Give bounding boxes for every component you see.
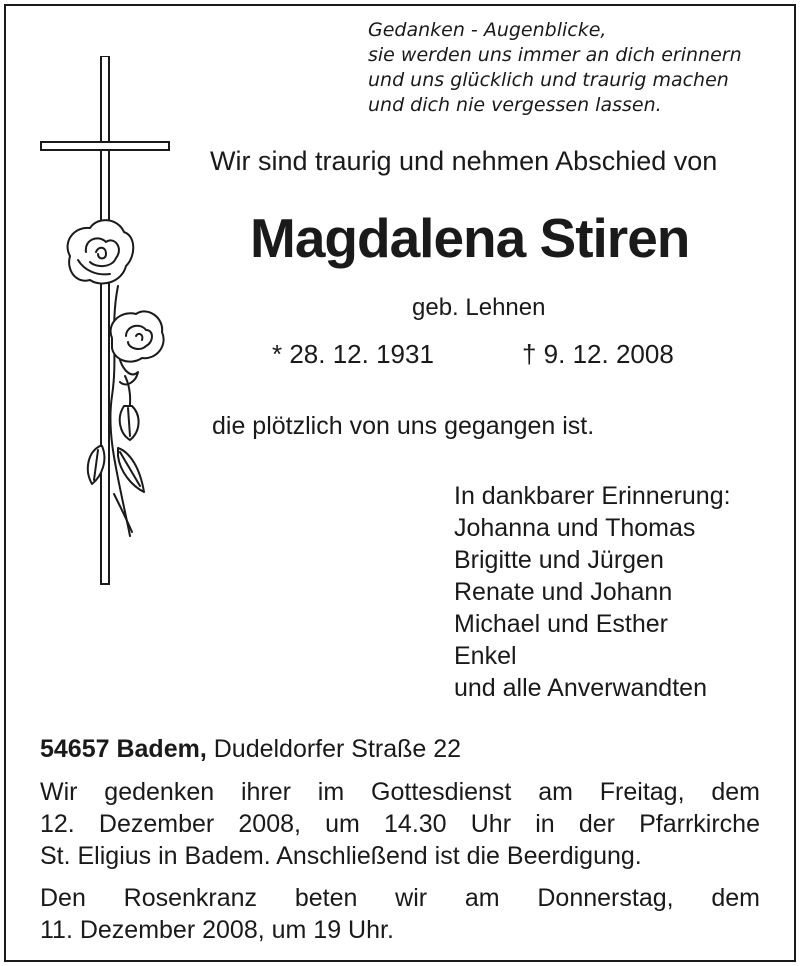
mourner-item: Renate und Johann [454,578,673,606]
mourners-list [454,480,731,704]
poem-line: und uns glücklich und traurig machen [368,69,729,91]
address-street: Dudeldorfer Straße 22 [213,735,462,763]
rosary-paragraph [40,882,760,946]
birth-date: * 28. 12. 1931 [272,339,434,369]
address-place: 54657 Badem, [40,735,207,763]
deceased-name: Magdalena Stiren [250,207,690,269]
mourner-item: Michael und Esther [454,610,669,638]
death-date: † 9. 12. 2008 [522,339,674,369]
mourner-item: Johanna und Thomas [454,514,696,542]
poem-line: Gedanken - Augenblicke, [368,19,607,41]
service-line: St. Eligius in Badem. Anschließend ist die Beerdigung. [40,842,642,870]
service-line: Wir gedenken ihrer im Gottesdienst am Freitag, dem [40,778,760,806]
maiden-name: geb. Lehnen [412,294,546,321]
service-line: 12. Dezember 2008, um 14.30 Uhr in der Pfarrkirche [40,810,760,838]
intro-text: Wir sind traurig und nehmen Abschied von [210,146,718,176]
mourners-heading: In dankbarer Erinnerung: [454,482,731,510]
poem-line: sie werden uns immer an dich erinnern [368,44,742,66]
address [40,735,461,764]
mourner-item: und alle Anverwandten [454,674,707,702]
mourner-item: Enkel [454,642,517,670]
poem-line: und dich nie vergessen lassen. [368,94,662,116]
rosary-line: 11. Dezember 2008, um 19 Uhr. [40,916,394,944]
passed-text: die plötzlich von uns gegangen ist. [212,412,595,440]
rosary-line: Den Rosenkranz beten wir am Donnerstag, dem [40,884,760,912]
mourner-item: Brigitte und Jürgen [454,546,664,574]
poem [368,18,778,118]
cross-with-roses-icon [40,56,180,597]
service-paragraph [40,776,760,872]
